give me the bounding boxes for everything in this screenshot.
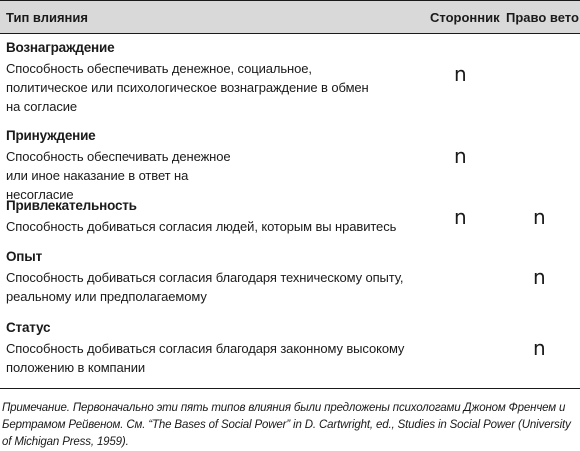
table-footnote: Примечание. Первоначально эти пять типов влияния были предложены психологами Джоном Френчем и Бертрамом Рейвеном. См. “The Bases of Social Power” in D. Cartwright, ed., Studies in Social Power (University of Michigan Press, 1959). [2,402,571,448]
supporter-mark: n [454,144,467,168]
table-bottom-rule [0,388,580,389]
column-header-veto: Право вето [506,10,579,25]
influence-type-title: Статус [6,320,51,335]
influence-type-description: Способность обеспечивать денежное или иное наказание в ответ на несогласие [6,149,231,202]
influence-type-description: Способность добиваться согласия благодаря законному высокому положению в компании [6,341,405,375]
column-header-supporter: Сторонник [430,10,500,25]
influence-type-title: Опыт [6,249,42,264]
influence-type-description: Способность добиваться согласия благодаря техническому опыту, реальному или предполагаемому [6,270,404,304]
influence-type-description: Способность обеспечивать денежное, социальное, политическое или психологическое вознаграждение в обмен на согласие [6,61,369,114]
influence-type-description: Способность добиваться согласия людей, которым вы нравитесь [6,219,397,234]
veto-mark: n [533,205,546,229]
influence-type-title: Вознаграждение [6,40,115,55]
supporter-mark: n [454,205,467,229]
influence-type-title: Привлекательность [6,198,137,213]
supporter-mark: n [454,62,467,86]
column-header-type: Тип влияния [6,10,88,25]
veto-mark: n [533,265,546,289]
influence-type-title: Принуждение [6,128,96,143]
table-header [0,0,580,34]
veto-mark: n [533,336,546,360]
